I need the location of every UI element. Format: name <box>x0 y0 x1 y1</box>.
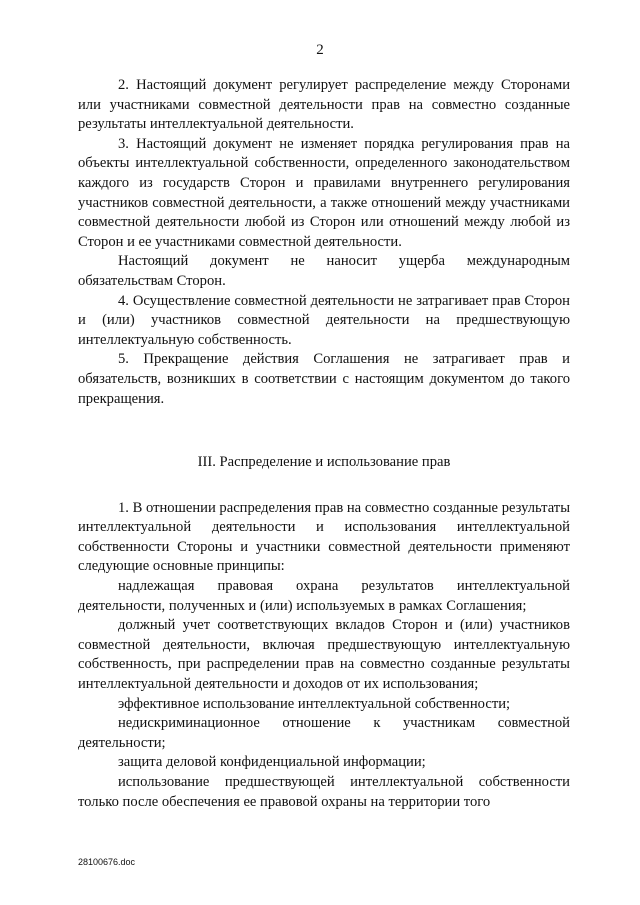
paragraph-5: 5. Прекращение действия Соглашения не затрагивает прав и обязательств, возникших в соответствии с настоящим документом до такого прекращения. <box>78 351 570 407</box>
principle-item: надлежащая правовая охрана результатов интеллектуальной деятельности, полученных и (или) используемых в рамках Соглашения; <box>78 578 570 614</box>
page-number: 2 <box>316 42 324 58</box>
section-heading: III. Распределение и использование прав <box>197 454 451 471</box>
section-paragraph-1: 1. В отношении распределения прав на совместно созданные результаты интеллектуальной деятельности и использования интеллектуальной собственности Стороны и участники совместной деятельности применяют следующие основные принципы: <box>78 499 570 575</box>
paragraph-2: 2. Настоящий документ регулирует распределение между Сторонами или участниками совместной деятельности прав на совместно созданные результаты интеллектуальной деятельности. <box>78 77 570 133</box>
principle-item: недискриминационное отношение к участникам совместной деятельности; <box>78 715 570 751</box>
principle-item: эффективное использование интеллектуальной собственности; <box>118 695 511 712</box>
principle-item: защита деловой конфиденциальной информации; <box>118 754 426 771</box>
principle-item: должный учет соответствующих вкладов Сторон и (или) участников совместной деятельности, включая предшествующую интеллектуальную собственность, при распределении прав на совместно созданные результаты интеллектуальной деятельности и доходов от их использования; <box>78 617 570 693</box>
document-body <box>78 76 570 812</box>
principle-item: использование предшествующей интеллектуальной собственности только после обеспечения ее правовой охраны на территории того <box>78 774 570 810</box>
file-name-footer: 28100676.doc <box>78 857 136 867</box>
paragraph-4: 4. Осуществление совместной деятельности не затрагивает прав Сторон и (или) участников совместной деятельности на предшествующую интеллектуальную собственность. <box>78 292 570 348</box>
paragraph-3: 3. Настоящий документ не изменяет порядка регулирования прав на объекты интеллектуальной собственности, определенного законодательством каждого из государств Сторон и правилами внутреннего регулирования участников совместной деятельности, а также отношений между участниками совместной деятельности любой из Сторон или отношений между любой из Сторон и ее участниками совместной деятельности. <box>78 135 570 250</box>
paragraph-3-note: Настоящий документ не наносит ущерба международным обязательствам Сторон. <box>78 253 570 289</box>
